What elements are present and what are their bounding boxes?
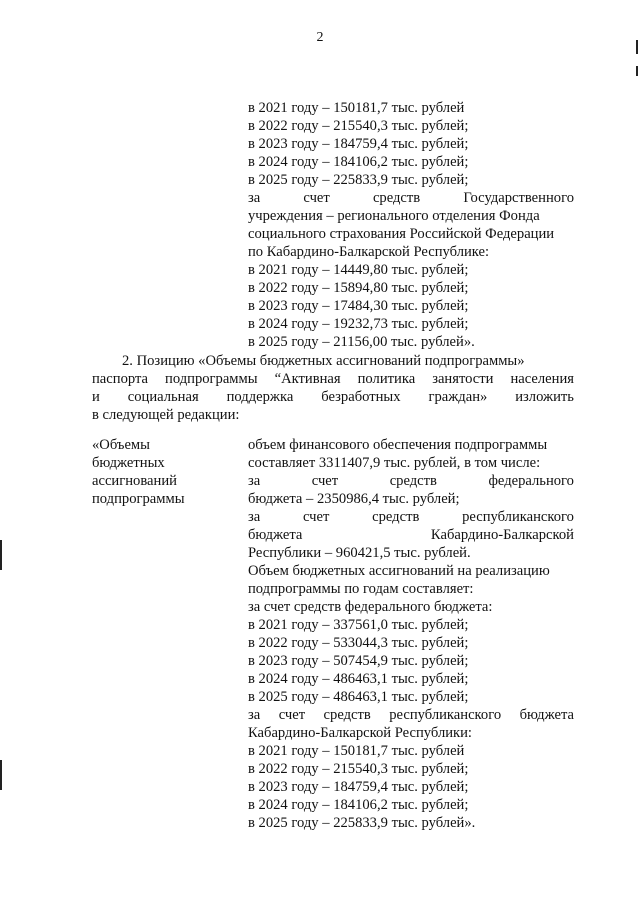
word: средств [372, 509, 420, 525]
word: федерального [488, 473, 574, 489]
word: подпрограммы [165, 371, 258, 387]
table-left-label: подпрограммы [92, 491, 185, 507]
table-right-line: подпрограммы по годам составляет: [248, 581, 474, 597]
word: изложить [515, 389, 574, 405]
scan-edge-mark [0, 540, 2, 570]
word: бюджета [248, 527, 303, 543]
top-federal-line: в 2021 году – 150181,7 тыс. рублей [248, 100, 465, 116]
fund-line: в 2025 году – 21156,00 тыс. рублей». [248, 334, 475, 350]
fund-heading-line: социального страхования Российской Федерации [248, 226, 555, 242]
paragraph-justified-line [92, 371, 574, 388]
fund-line: в 2021 году – 14449,80 тыс. рублей; [248, 262, 469, 278]
word: безработных [321, 389, 401, 405]
table-right-line: составляет 3311407,9 тыс. рублей, в том числе: [248, 455, 541, 471]
table-right-line: Объем бюджетных ассигнований на реализацию [248, 563, 550, 579]
top-federal-line: в 2022 году – 215540,3 тыс. рублей; [248, 118, 469, 134]
table-left-label: «Объемы [92, 437, 150, 453]
top-federal-line: в 2025 году – 225833,9 тыс. рублей; [248, 172, 469, 188]
word: бюджета [519, 707, 574, 723]
table-left-label: ассигнований [92, 473, 177, 489]
page-number: 2 [316, 30, 324, 45]
table-republic-line: в 2023 году – 184759,4 тыс. рублей; [248, 779, 469, 795]
word: и [92, 389, 100, 405]
table-right-line: бюджета – 2350986,4 тыс. рублей; [248, 491, 460, 507]
table-republic-line: в 2022 году – 215540,3 тыс. рублей; [248, 761, 469, 777]
paragraph-line: в следующей редакции: [92, 407, 240, 423]
table-right-justified [248, 527, 574, 544]
table-left-label: бюджетных [92, 455, 165, 471]
word: счет [311, 473, 339, 489]
table-right-line: Республики – 960421,5 тыс. рублей. [248, 545, 471, 561]
word: граждан» [428, 389, 488, 405]
scan-edge-mark [636, 66, 638, 76]
word: за [248, 190, 261, 206]
table-right-line: за счет средств федерального бюджета: [248, 599, 493, 615]
table-right-justified [248, 707, 574, 724]
table-republic-line: в 2021 году – 150181,7 тыс. рублей [248, 743, 465, 759]
top-federal-line: в 2024 году – 184106,2 тыс. рублей; [248, 154, 469, 170]
word: “Активная [274, 371, 341, 387]
fund-line: в 2022 году – 15894,80 тыс. рублей; [248, 280, 469, 296]
table-republic-line: в 2024 году – 184106,2 тыс. рублей; [248, 797, 469, 813]
table-federal-line: в 2022 году – 533044,3 тыс. рублей; [248, 635, 469, 651]
word: республиканского [462, 509, 574, 525]
word: за [248, 473, 261, 489]
table-federal-line: в 2024 году – 486463,1 тыс. рублей; [248, 671, 469, 687]
table-federal-line: в 2025 году – 486463,1 тыс. рублей; [248, 689, 469, 705]
word: республиканского [389, 707, 502, 723]
word: за [248, 509, 261, 525]
scan-edge-mark [636, 40, 638, 54]
fund-heading-line: учреждения – регионального отделения Фонда [248, 208, 540, 224]
word: поддержка [226, 389, 294, 405]
word: счет [303, 190, 330, 206]
word: средств [372, 190, 421, 206]
fund-heading-justified [248, 190, 574, 207]
paragraph-line: 2. Позицию «Объемы бюджетных ассигнований подпрограммы» [122, 353, 525, 369]
table-federal-line: в 2023 году – 507454,9 тыс. рублей; [248, 653, 469, 669]
table-right-justified [248, 473, 574, 490]
word: Кабардино-Балкарской [430, 527, 574, 543]
word: социальная [127, 389, 199, 405]
word: паспорта [92, 371, 149, 387]
word: занятости [432, 371, 494, 387]
paragraph-justified-line [92, 389, 574, 406]
fund-line: в 2024 году – 19232,73 тыс. рублей; [248, 316, 469, 332]
fund-line: в 2023 году – 17484,30 тыс. рублей; [248, 298, 469, 314]
word: политика [357, 371, 416, 387]
top-federal-line: в 2023 году – 184759,4 тыс. рублей; [248, 136, 469, 152]
word: средств [323, 707, 371, 723]
fund-heading-line: по Кабардино-Балкарской Республике: [248, 244, 490, 260]
table-federal-line: в 2021 году – 337561,0 тыс. рублей; [248, 617, 469, 633]
table-right-line: объем финансового обеспечения подпрограммы [248, 437, 548, 453]
word: счет [278, 707, 306, 723]
word: средств [389, 473, 437, 489]
word: за [248, 707, 261, 723]
word: Государственного [463, 190, 574, 206]
table-right-justified [248, 509, 574, 526]
word: населения [510, 371, 574, 387]
scan-edge-mark [0, 760, 2, 790]
word: счет [302, 509, 330, 525]
table-republic-line: в 2025 году – 225833,9 тыс. рублей». [248, 815, 476, 831]
table-right-line: Кабардино-Балкарской Республики: [248, 725, 472, 741]
